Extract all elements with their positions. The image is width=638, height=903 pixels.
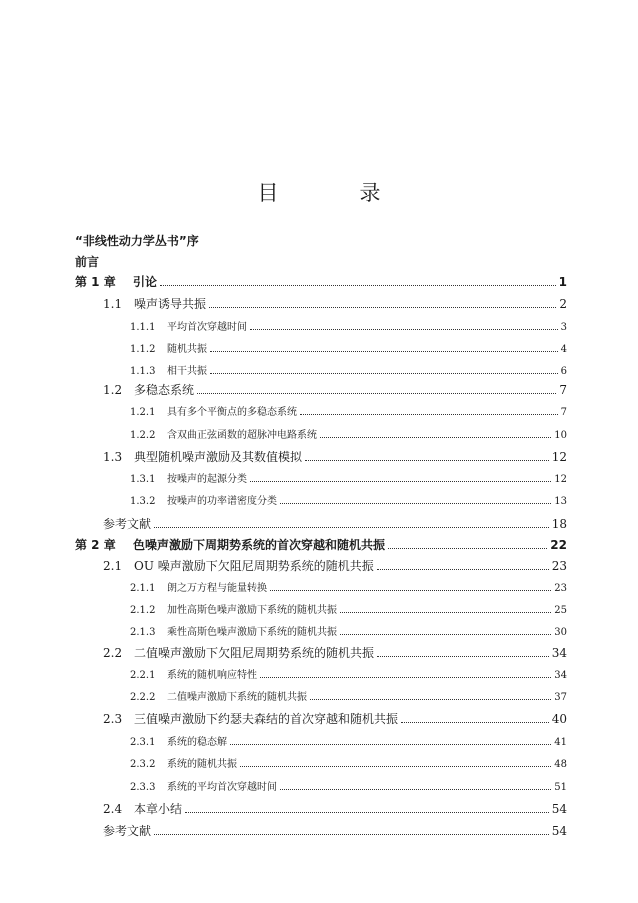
toc-entry-number: 1.1.2 [130,344,156,355]
toc-entry-title: 噪声诱导共振 [134,297,207,311]
toc-entry-page-number: 23 [551,559,567,573]
toc-entry-number: 2.3 [103,712,123,726]
toc-leader-dots [340,611,551,613]
toc-leader-dots [154,526,549,528]
toc-entry-page-number: 7 [560,407,567,418]
toc-entry-title: 随机共振 [167,344,207,355]
toc-entry-section[interactable] [103,448,567,465]
toc-entry-number: 2.3.1 [130,737,156,748]
toc-entry-subsection[interactable] [130,778,567,793]
toc-entry-section[interactable] [103,295,567,312]
toc-leader-dots [401,721,549,723]
toc-leader-dots [250,480,551,482]
toc-entry-title: 二值噪声激励下系统的随机共振 [167,692,307,703]
toc-entry-number: 2.1.2 [130,605,156,616]
toc-entry-subsection[interactable] [130,688,567,703]
toc-leader-dots [377,568,549,570]
toc-entry-number: 1.2.1 [130,407,156,418]
toc-entry-title: 系统的随机共振 [167,759,237,770]
toc-entry-chapter[interactable] [75,536,567,553]
toc-entry-number: 2.2.2 [130,692,156,703]
toc-entry-subsection[interactable] [130,579,567,594]
toc-leader-dots [154,833,549,835]
toc-entry-page-number: 51 [554,782,567,793]
toc-entry-subsection[interactable] [130,623,567,638]
toc-entry-title: 系统的稳态解 [167,737,227,748]
toc-entry-section[interactable] [103,800,567,817]
toc-leader-dots [310,698,551,700]
toc-entry-title: 参考文献 [103,517,152,531]
toc-entry-title: 多稳态系统 [134,383,195,397]
toc-entry-number: 第 1 章 [75,275,116,289]
toc-leader-dots [209,306,556,308]
toc-leader-dots [388,547,547,549]
toc-entry-page-number: 4 [560,344,567,355]
toc-leader-dots [377,655,549,657]
toc-entry-page-number: 34 [554,670,567,681]
toc-entry-number: 2.1 [103,559,123,573]
toc-entry-title: 乘性高斯色噪声激励下系统的随机共振 [167,627,337,638]
toc-entry-title: 典型随机噪声激励及其数值模拟 [134,450,303,464]
toc-leader-dots [240,765,551,767]
toc-entry-subsection[interactable] [130,362,567,377]
toc-entry-section[interactable] [103,557,567,574]
toc-entry-subsection[interactable] [130,733,567,748]
toc-entry-page-number: 37 [554,692,567,703]
toc-entry-page-number: 3 [560,322,567,333]
toc-entry-page-number: 54 [551,824,567,838]
toc-entry-ref[interactable] [103,822,567,839]
toc-entry-subsection[interactable] [130,318,567,333]
toc-entry-number: 1.1.3 [130,366,156,377]
toc-entry-title: 按噪声的功率谱密度分类 [167,496,277,507]
toc-entry-ref[interactable] [103,515,567,532]
toc-entry-title: 系统的随机响应特性 [167,670,257,681]
toc-entry-page-number: 10 [554,430,567,441]
toc-entry-page-number: 1 [558,275,567,289]
toc-entry-page-number: 22 [550,538,567,552]
toc-entry-number: 1.1 [103,297,123,311]
toc-entry-page-number: 34 [551,646,567,660]
toc-leader-dots [320,436,551,438]
toc-entry-title: 含双曲正弦函数的超脉冲电路系统 [167,430,317,441]
toc-leader-dots [160,284,556,286]
toc-entry-number: 1.3 [103,450,123,464]
toc-entry-number: 2.2 [103,646,123,660]
toc-leader-dots [250,328,558,330]
toc-entry-page-number: 41 [554,737,567,748]
toc-entry-page-number: 25 [554,605,567,616]
toc-entry-page-number: 48 [554,759,567,770]
toc-entry-number: 1.1.1 [130,322,156,333]
toc-entry-number: 2.2.1 [130,670,156,681]
front-matter-series-preface[interactable]: “非线性动力学丛书”序 [75,234,199,248]
toc-entry-page-number: 54 [551,802,567,816]
toc-entry-page-number: 6 [560,366,567,377]
toc-entry-subsection[interactable] [130,426,567,441]
toc-entry-title: 朗之万方程与能量转换 [167,583,267,594]
toc-leader-dots [197,392,556,394]
toc-entry-subsection[interactable] [130,666,567,681]
toc-leader-dots [230,743,551,745]
toc-entry-number: 第 2 章 [75,538,116,552]
toc-entry-page-number: 12 [551,450,567,464]
toc-entry-page-number: 7 [559,383,567,397]
toc-entry-subsection[interactable] [130,470,567,485]
toc-entry-number: 2.3.3 [130,782,156,793]
toc-entry-number: 2.1.1 [130,583,156,594]
toc-leader-dots [300,413,558,415]
toc-leader-dots [185,811,549,813]
toc-leader-dots [270,589,551,591]
toc-entry-number: 1.3.2 [130,496,156,507]
front-matter-foreword[interactable]: 前言 [75,255,100,269]
toc-entry-number: 2.1.3 [130,627,156,638]
toc-leader-dots [210,372,558,374]
toc-entry-subsection[interactable] [130,492,567,507]
toc-entry-subsection[interactable] [130,755,567,770]
toc-entry-number: 2.3.2 [130,759,156,770]
toc-entry-section[interactable] [103,381,567,398]
toc-entry-title: 加性高斯色噪声激励下系统的随机共振 [167,605,337,616]
toc-entry-title: 三值噪声激励下约瑟夫森结的首次穿越和随机共振 [134,712,399,726]
toc-entry-title: 色噪声激励下周期势系统的首次穿越和随机共振 [133,538,386,552]
toc-entry-title: 平均首次穿越时间 [167,322,247,333]
toc-entry-page-number: 2 [559,297,567,311]
toc-entry-section[interactable] [103,710,567,727]
toc-entry-page-number: 40 [551,712,567,726]
toc-leader-dots [210,350,558,352]
toc-entry-number: 1.2.2 [130,430,156,441]
toc-entry-title: 本章小结 [134,802,183,816]
toc-entry-subsection[interactable] [130,601,567,616]
toc-leader-dots [340,633,551,635]
toc-entry-title: 按噪声的起源分类 [167,474,247,485]
toc-entry-page-number: 13 [554,496,567,507]
toc-entry-number: 2.4 [103,802,123,816]
toc-entry-title: 相干共振 [167,366,207,377]
toc-entry-title: OU 噪声激励下欠阻尼周期势系统的随机共振 [134,559,374,573]
toc-entry-title: 参考文献 [103,824,152,838]
toc-entry-section[interactable] [103,644,567,661]
toc-entry-title: 具有多个平衡点的多稳态系统 [167,407,297,418]
toc-entry-subsection[interactable] [130,403,567,418]
toc-leader-dots [305,459,549,461]
toc-entry-subsection[interactable] [130,340,567,355]
toc-leader-dots [280,502,551,504]
toc-entry-number: 1.2 [103,383,123,397]
toc-entry-page-number: 18 [551,517,567,531]
toc-entry-chapter[interactable] [75,273,567,290]
toc-leader-dots [280,788,551,790]
toc-entry-page-number: 30 [554,627,567,638]
toc-entry-page-number: 23 [554,583,567,594]
toc-entry-title: 系统的平均首次穿越时间 [167,782,277,793]
toc-entry-title: 二值噪声激励下欠阻尼周期势系统的随机共振 [134,646,375,660]
toc-entry-title: 引论 [133,275,158,289]
page-title: 目 录 [257,181,411,205]
toc-entry-page-number: 12 [554,474,567,485]
toc-entry-number: 1.3.1 [130,474,156,485]
toc-leader-dots [260,676,551,678]
